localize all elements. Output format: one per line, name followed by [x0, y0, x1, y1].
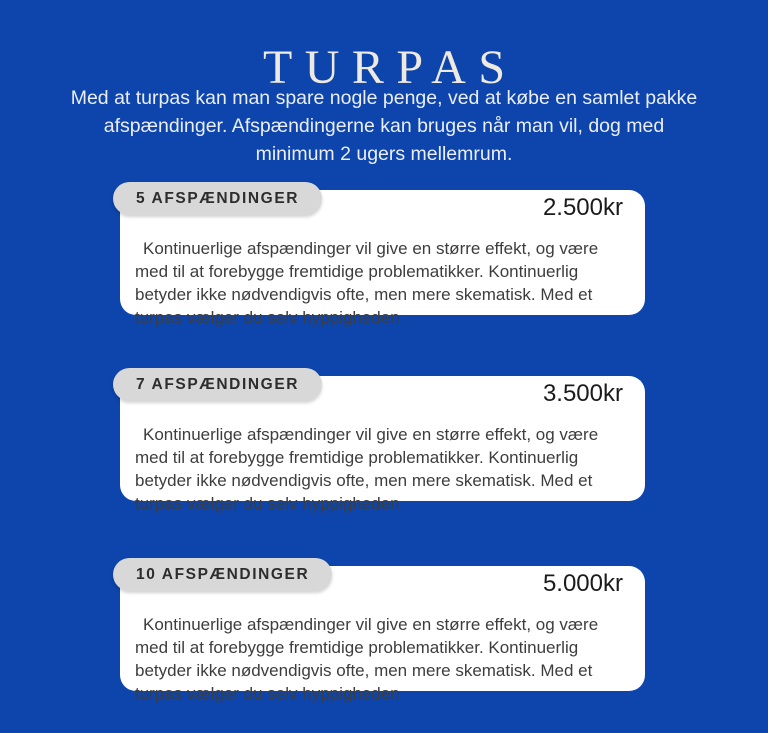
- package-count-label: 5 AFSPÆNDINGER: [136, 189, 300, 207]
- page-title: TURPAS: [262, 41, 518, 95]
- package-price: 3.500kr: [542, 380, 623, 407]
- package-price: 2.500kr: [542, 194, 623, 221]
- package-count-badge: [113, 558, 332, 591]
- package-description: Kontinuerlige afspændinger vil give en større effekt, og være med til at forebygge fremtidige problematikker. Kontinuerlig betyder ikke nødvendigvis ofte, men mere skematisk. Med et turpas vælger du selv hyppigheden: [135, 615, 599, 703]
- package-count-label: 10 AFSPÆNDINGER: [136, 565, 310, 583]
- package-price: 5.000kr: [542, 570, 623, 597]
- pricing-card: [113, 368, 645, 513]
- page-subtitle: Med at turpas kan man spare nogle penge, ved at købe en samlet pakke afspændinger. Afspændingerne kan bruges når man vil, dog med minimum 2 ugers mellemrum.: [70, 86, 698, 165]
- pricing-card: [113, 182, 645, 327]
- package-count-badge: [113, 368, 322, 401]
- pricing-card: [113, 558, 645, 703]
- package-description: Kontinuerlige afspændinger vil give en større effekt, og være med til at forebygge fremtidige problematikker. Kontinuerlig betyder ikke nødvendigvis ofte, men mere skematisk. Med et turpas vælger du selv hyppigheden: [135, 425, 599, 513]
- package-count-badge: [113, 182, 322, 215]
- package-description: Kontinuerlige afspændinger vil give en større effekt, og være med til at forebygge fremtidige problematikker. Kontinuerlig betyder ikke nødvendigvis ofte, men mere skematisk. Med et turpas vælger du selv hyppigheden: [135, 239, 599, 327]
- package-count-label: 7 AFSPÆNDINGER: [136, 375, 300, 393]
